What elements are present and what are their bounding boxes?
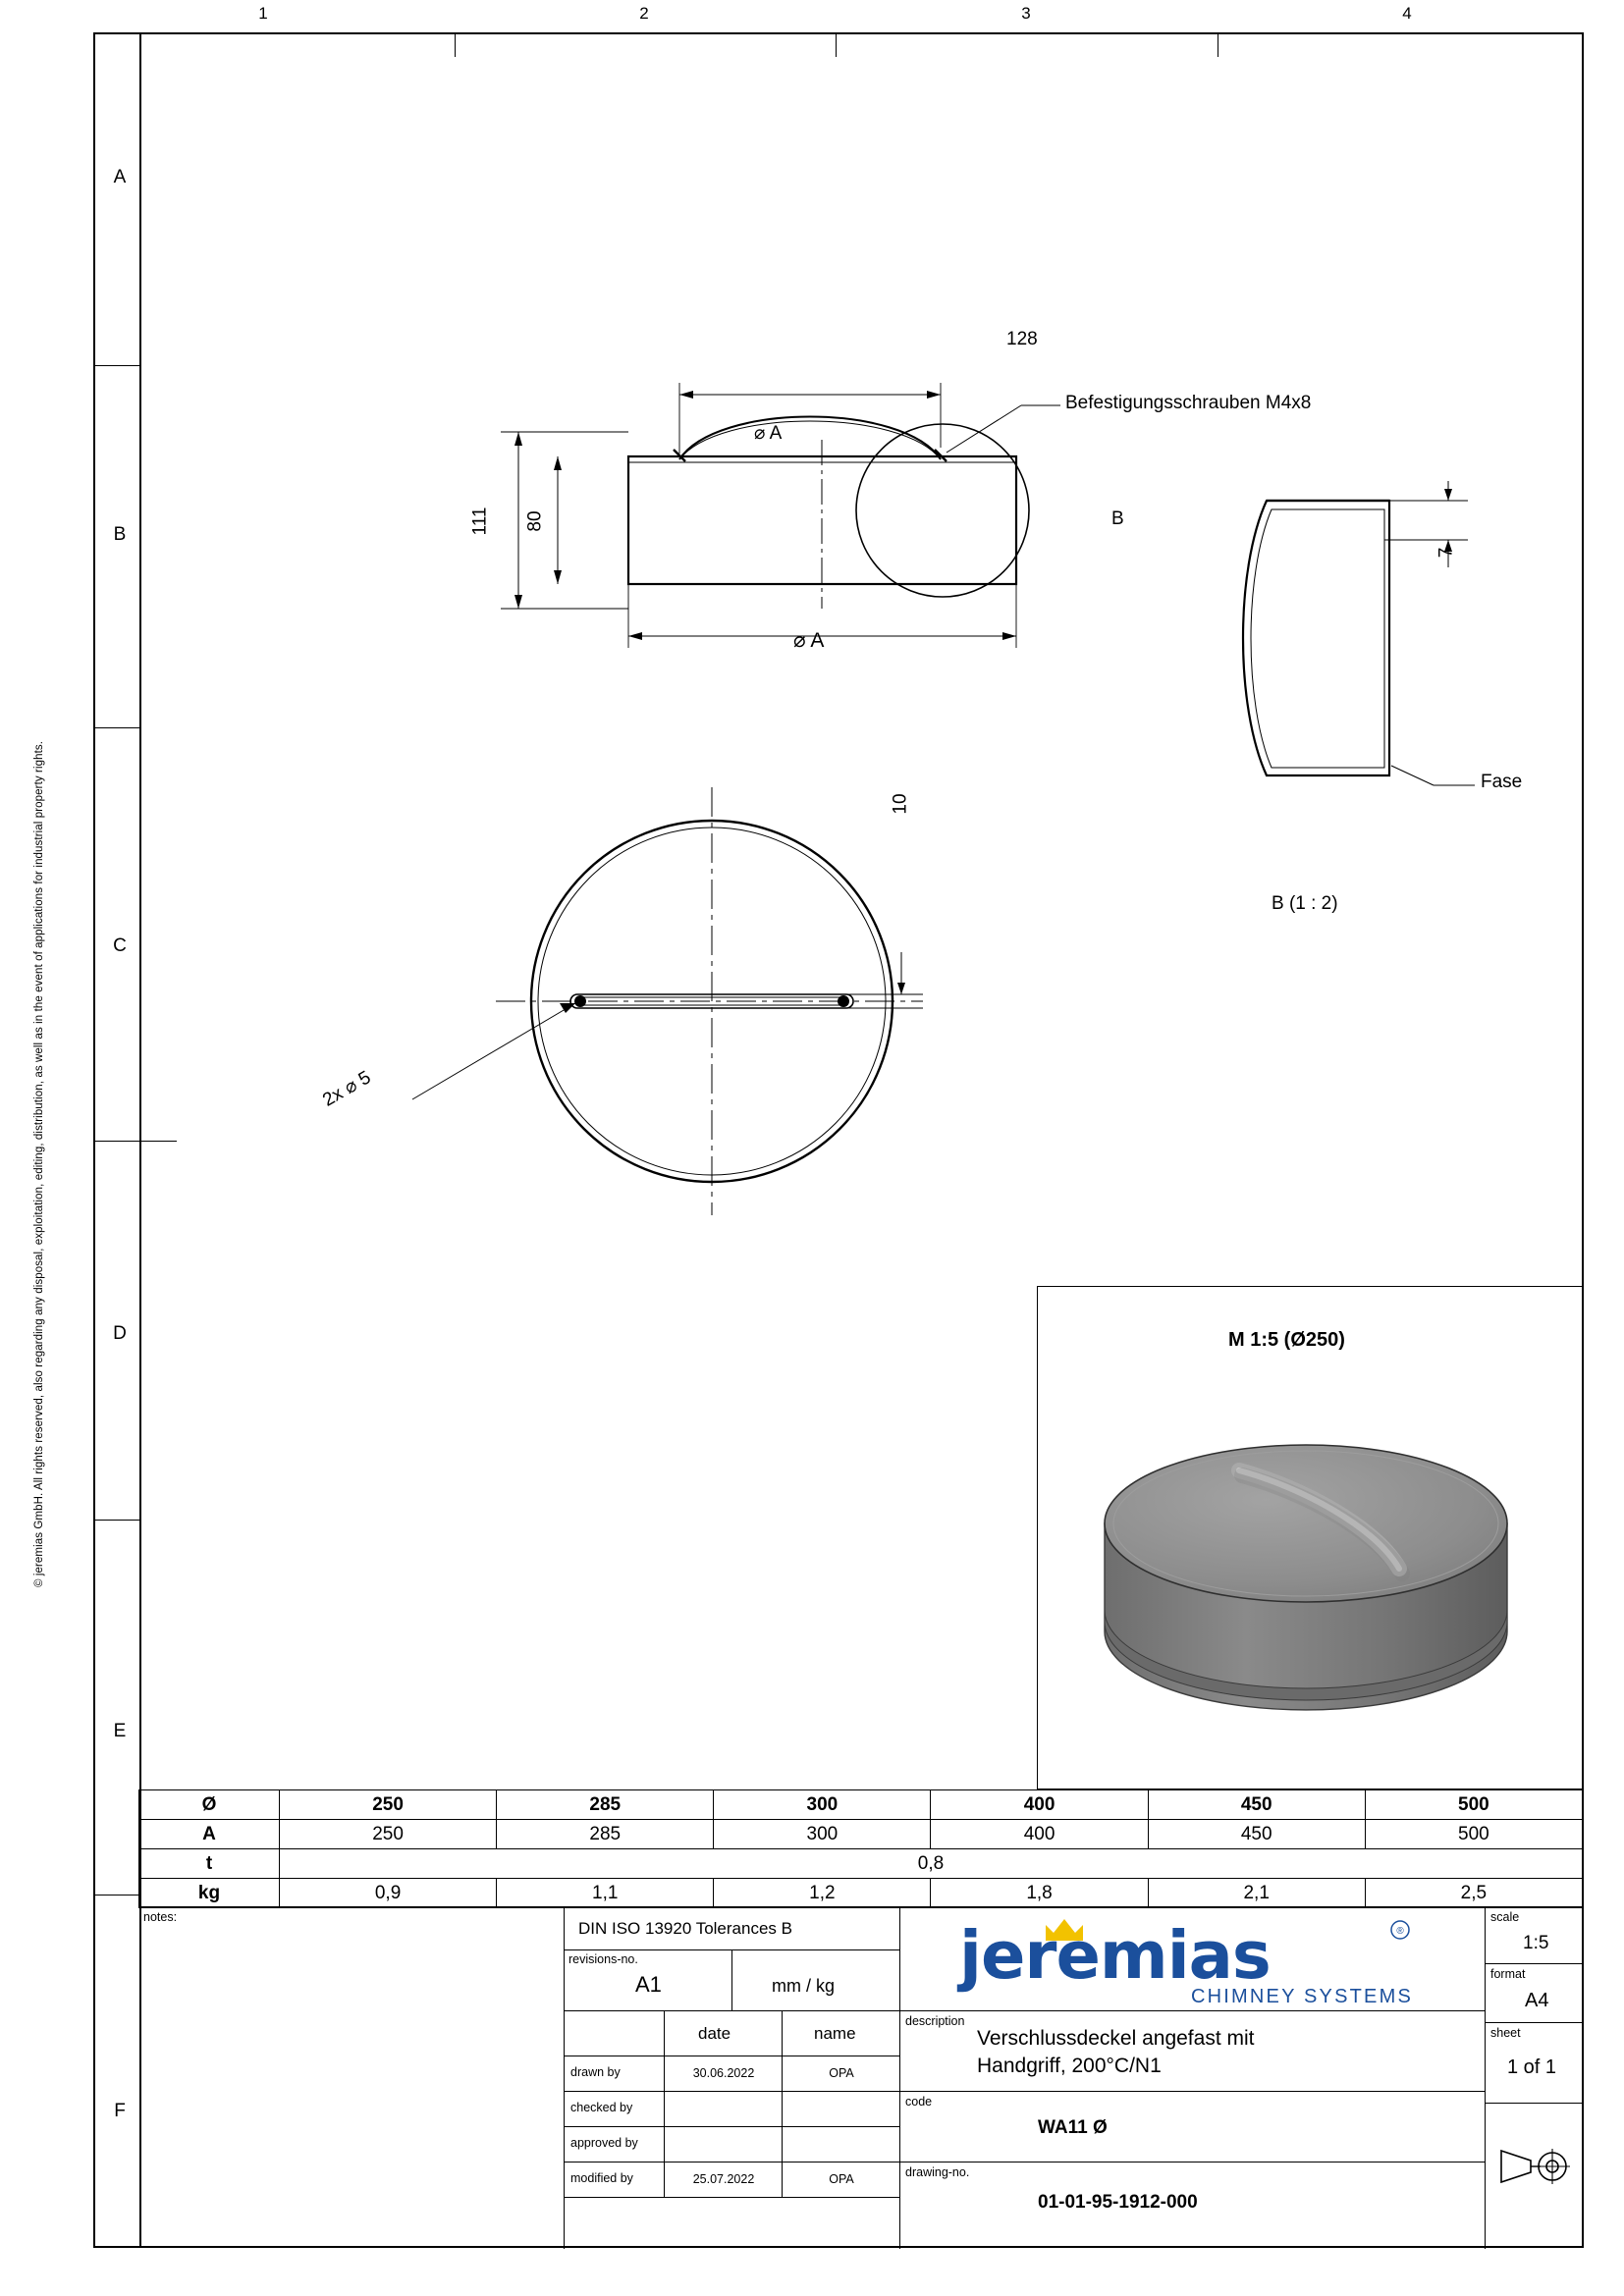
- dim-diameter-a-label: ⌀ A: [754, 423, 783, 444]
- dim-7-label: 7: [1435, 547, 1457, 559]
- modified-by-label: modified by: [570, 2171, 633, 2185]
- modified-by-name: OPA: [829, 2172, 854, 2186]
- top-view: [319, 793, 1011, 1222]
- cell-kg-400: 1,8: [931, 1879, 1148, 1908]
- detail-b-title: B (1 : 2): [1272, 893, 1338, 914]
- approved-by-date-cell: [665, 2127, 783, 2163]
- cell-head-t: t: [139, 1849, 280, 1879]
- identification-section: [900, 1907, 1486, 2249]
- drawing-no-label: drawing-no.: [905, 2165, 970, 2179]
- checked-by-date-cell: [665, 2092, 783, 2127]
- notes-section: [138, 1907, 565, 2249]
- cell-a-285: 285: [497, 1820, 714, 1849]
- cell-a-450: 450: [1148, 1820, 1365, 1849]
- drawn-by-date-cell: [665, 2056, 783, 2092]
- modified-by-date-cell: [665, 2163, 783, 2198]
- dim-2x5-label: 2x ⌀ 5: [319, 1067, 375, 1111]
- cell-head-kg: kg: [139, 1879, 280, 1908]
- first-angle-projection-icon: [1495, 2145, 1574, 2192]
- scale-label: scale: [1490, 1910, 1520, 1924]
- checked-by-label: checked by: [570, 2101, 633, 2114]
- row-label-c: C: [113, 935, 127, 956]
- logo-area: [900, 1907, 1486, 2011]
- cell-head-diameter: Ø: [139, 1790, 280, 1820]
- row-label-f: F: [114, 2101, 126, 2121]
- name-header-cell: [783, 2011, 900, 2056]
- size-table: [138, 1789, 1583, 1908]
- drawing-no-value: 01-01-95-1912-000: [1038, 2192, 1198, 2213]
- table-row: [139, 1849, 1583, 1879]
- table-row: [139, 1790, 1583, 1820]
- checked-by-name-cell: [783, 2092, 900, 2127]
- checked-by-label-cell: [565, 2092, 665, 2127]
- label-fase: Fase: [1481, 772, 1523, 792]
- tolerances-text: DIN ISO 13920 Tolerances B: [578, 1919, 792, 1938]
- table-row: [139, 1879, 1583, 1908]
- logo-wordmark: jeremias: [959, 1917, 1271, 1994]
- column-label-3: 3: [1021, 4, 1031, 23]
- revision-value: A1: [635, 1972, 662, 1997]
- description-label: description: [905, 2014, 965, 2028]
- column-label-2: 2: [639, 4, 649, 23]
- cell-dia-250: 250: [280, 1790, 497, 1820]
- revision-section: [565, 1907, 900, 2249]
- name-header: name: [814, 2024, 856, 2043]
- note-mounting-screws: Befestigungsschrauben M4x8: [1065, 393, 1312, 413]
- description-cell: [900, 2011, 1486, 2092]
- detail-marker-b: B: [1111, 508, 1124, 529]
- scale-cell: [1486, 1907, 1583, 1964]
- code-label: code: [905, 2095, 933, 2109]
- date-header-cell: [665, 2011, 783, 2056]
- cell-a-300: 300: [714, 1820, 931, 1849]
- sheet-cell: [1486, 2023, 1583, 2104]
- front-dim-da: ⌀ A: [793, 629, 825, 652]
- cell-t-value: 0,8: [280, 1849, 1583, 1879]
- cell-dia-450: 450: [1148, 1790, 1365, 1820]
- cell-dia-400: 400: [931, 1790, 1148, 1820]
- front-view: [469, 324, 1312, 682]
- format-label: format: [1490, 1967, 1526, 1981]
- row-label-b: B: [113, 524, 127, 545]
- render-title: M 1:5 (Ø250): [1228, 1329, 1345, 1351]
- svg-text:®: ®: [1396, 1926, 1404, 1937]
- modified-by-label-cell: [565, 2163, 665, 2198]
- cell-head-a: A: [139, 1820, 280, 1849]
- dim-111-label: 111: [469, 507, 491, 536]
- copyright-notice: © jeremias GmbH. All rights reserved, also regarding any disposal, exploitation, editing, distribution, as well as in the event of applications for industrial property rights.: [33, 740, 45, 1588]
- approved-by-name-cell: [783, 2127, 900, 2163]
- units-cell: [732, 1950, 900, 2011]
- approved-by-label-cell: [565, 2127, 665, 2163]
- blank-header-cell: [565, 2011, 665, 2056]
- row-label-a: A: [113, 167, 127, 187]
- title-block: [138, 1906, 1583, 2248]
- logo-subtitle: CHIMNEY SYSTEMS: [1191, 1986, 1413, 2007]
- cell-a-250: 250: [280, 1820, 497, 1849]
- cell-kg-300: 1,2: [714, 1879, 931, 1908]
- code-cell: [900, 2092, 1486, 2163]
- units-value: mm / kg: [772, 1976, 836, 1996]
- sheet-info-section: [1486, 1907, 1583, 2249]
- column-label-4: 4: [1402, 4, 1412, 23]
- table-row: [139, 1820, 1583, 1849]
- cell-kg-500: 2,5: [1365, 1879, 1582, 1908]
- cell-kg-285: 1,1: [497, 1879, 714, 1908]
- row-label-d: D: [113, 1323, 127, 1344]
- description-line-1: Verschlussdeckel angefast mit: [977, 2027, 1255, 2050]
- projection-symbol-cell: [1486, 2104, 1583, 2249]
- detail-view-b: [1227, 481, 1522, 810]
- description-line-2: Handgriff, 200°C/N1: [977, 2055, 1162, 2077]
- approved-by-label: approved by: [570, 2136, 638, 2150]
- column-label-1: 1: [258, 4, 268, 23]
- column-divider-1: [455, 32, 456, 57]
- cell-dia-300: 300: [714, 1790, 931, 1820]
- dim-128-label: 128: [1006, 329, 1038, 349]
- format-value: A4: [1525, 1990, 1549, 2011]
- cell-kg-250: 0,9: [280, 1879, 497, 1908]
- cell-dia-285: 285: [497, 1790, 714, 1820]
- cell-a-400: 400: [931, 1820, 1148, 1849]
- column-divider-2: [836, 32, 837, 57]
- cell-dia-500: 500: [1365, 1790, 1582, 1820]
- dim-80-label: 80: [524, 510, 546, 532]
- drawing-no-cell: [900, 2163, 1486, 2249]
- row-label-e: E: [113, 1721, 127, 1741]
- revisions-cell: [565, 1950, 732, 2011]
- modified-by-name-cell: [783, 2163, 900, 2198]
- drawn-by-label: drawn by: [570, 2065, 621, 2079]
- code-value: WA11 Ø: [1038, 2117, 1108, 2138]
- revisions-label: revisions-no.: [568, 1952, 638, 1966]
- date-header: date: [698, 2024, 731, 2043]
- scale-value: 1:5: [1523, 1933, 1549, 1953]
- render-3d: [1090, 1404, 1532, 1772]
- drawn-by-label-cell: [565, 2056, 665, 2092]
- registered-mark-icon: [1389, 1919, 1411, 1945]
- drawn-by-name: OPA: [829, 2066, 854, 2080]
- drawn-by-date: 30.06.2022: [692, 2066, 755, 2080]
- cell-a-500: 500: [1365, 1820, 1582, 1849]
- format-cell: [1486, 1964, 1583, 2023]
- notes-label: notes:: [143, 1910, 178, 1924]
- sheet-value: 1 of 1: [1507, 2056, 1557, 2078]
- modified-by-date: 25.07.2022: [692, 2172, 755, 2186]
- dim-10-label: 10: [890, 793, 911, 815]
- cell-kg-450: 2,1: [1148, 1879, 1365, 1908]
- sheet-label: sheet: [1490, 2026, 1521, 2040]
- tolerances-row: [565, 1907, 900, 1950]
- drawn-by-name-cell: [783, 2056, 900, 2092]
